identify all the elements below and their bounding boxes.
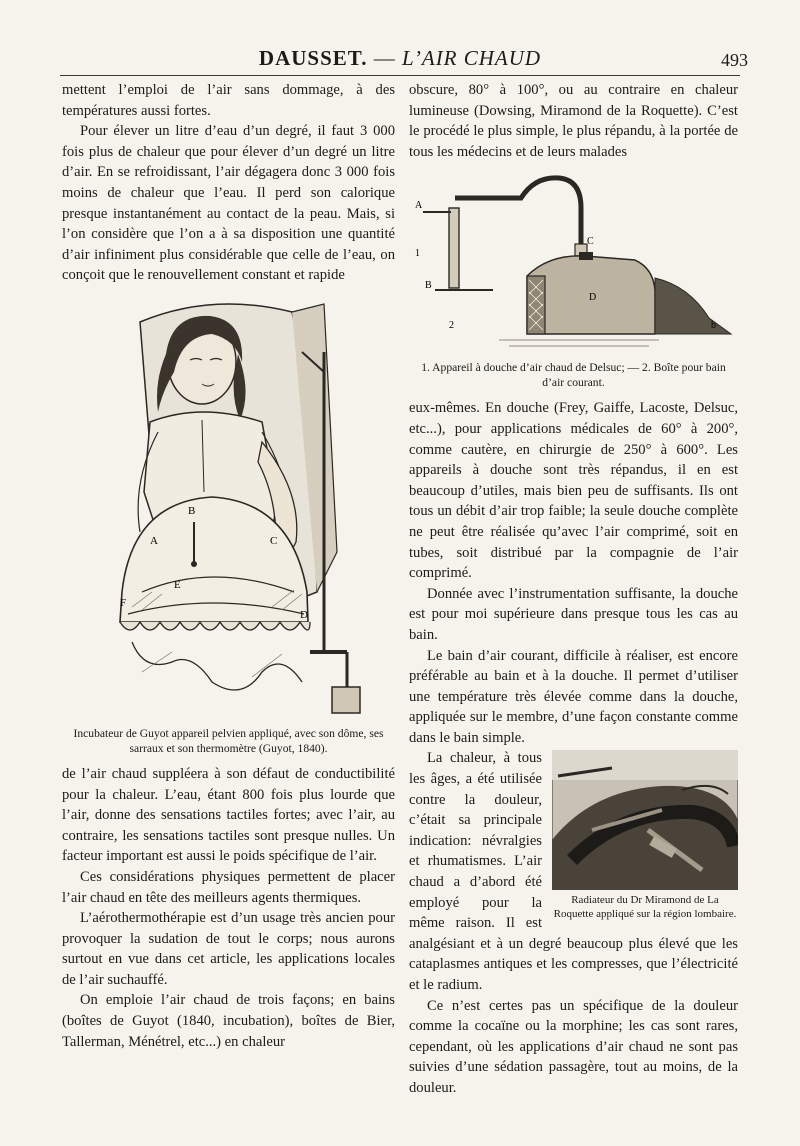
page-number: 493 <box>721 50 748 70</box>
figure-label-a: A <box>150 534 158 547</box>
delsuc-label-2: 2 <box>449 320 454 332</box>
right-paragraph-1: obscure, 80° à 100°, ou au contraire en chaleur lumineuse (Dowsing, Miramond de la Roquette). C’est le procédé le plus simple, le plus répandu, à la portée de tous les médecins et de leurs malades <box>409 82 738 160</box>
header-rule <box>60 75 740 76</box>
delsuc-apparatus-illustration <box>409 168 738 356</box>
left-paragraph-5: L’aérothermothérapie est d’un usage très ancien pour provoquer la sudation de tout le corps; nous aurons surtout en vue dans cet article, les applications locales de l’air suchauffé. <box>62 910 395 988</box>
left-paragraph-1: mettent l’emploi de l’air sans dommage, à des températures aussi fortes. <box>62 82 395 119</box>
left-paragraph-4: Ces considérations physiques permettent de placer l’air chaud en tête des meilleurs agents thermiques. <box>62 868 395 906</box>
delsuc-label-b: B <box>425 280 432 292</box>
delsuc-label-b-small: b <box>711 320 716 332</box>
right-column <box>409 80 738 1099</box>
figure-miramond-radiator <box>552 750 738 921</box>
delsuc-label-c: C <box>587 236 594 248</box>
photo-caption-miramond: Radiateur du Dr Miramond de La Roquette appliqué sur la région lombaire. <box>553 894 737 920</box>
figure-caption-delsuc: 1. Appareil à douche d’air chaud de Delsuc; — 2. Boîte pour bain d’air courant. <box>421 361 726 390</box>
delsuc-label-a: A <box>415 200 423 212</box>
right-paragraph-2: eux-mêmes. En douche (Frey, Gaiffe, Lacoste, Delsuc, etc...), pour applications médicales de 60° à 200°, comme cautère, en chirurgie de 250° à 600°. Les appareils à douche sont très répandus, il en est beaucoup d’utiles, mais bien peu de suffisants. Ils ont tous un débit d’air trop faible; la seule douche complète ne peut être réalisée qu’avec l’air comprimé, soit en tubes, soit distribué par la compagnie de l’air comprimé. <box>409 400 738 582</box>
right-paragraph-3: Donnée avec l’instrumentation suffisante, la douche est pour moi supérieure dans presque tous les cas au bain. <box>409 585 738 643</box>
guyot-incubator-illustration <box>62 292 395 722</box>
delsuc-label-d: D <box>589 292 597 304</box>
left-paragraph-2: Pour élever un litre d’eau d’un degré, il faut 3 000 fois plus de chaleur que pour élever d’un degré un litre d’air. En se refroidissant, l’air dégagera donc 3 000 fois moins de chaleur que l’eau. Il perd son calorique presque instantanément au contact de la peau. Mais, si l’on considère que l’on a à sa disposition une quantité d’air infiniment plus considérable que celle de l’eau, on conçoit que le renouvellement constant et rapide <box>62 123 395 284</box>
figure-label-d: D <box>300 608 308 621</box>
figure-label-e: E <box>174 578 181 591</box>
running-head-title: L’AIR CHAUD <box>401 46 542 70</box>
running-head-dash: — <box>367 46 402 70</box>
figure-label-b: B <box>188 504 196 517</box>
running-head <box>60 46 740 71</box>
figure-delsuc-apparatus <box>409 168 738 390</box>
running-head-author: DAUSSET. <box>258 46 368 70</box>
figure-caption-guyot: Incubateur de Guyot appareil pelvien appliqué, avec son dôme, ses sarraux et son thermomètre (Guyot, 1840). <box>73 726 384 755</box>
page-header <box>60 44 748 72</box>
right-paragraph-6: Ce n’est certes pas un spécifique de la douleur comme la cocaïne ou la morphine; les cas sont rares, cependant, où les applications d’air chaud ne sont pas suivies d’une sédation passagère, tout au moins, de la douleur. <box>409 997 738 1096</box>
figure-guyot-incubator <box>62 292 395 756</box>
right-paragraph-5: La chaleur, à tous les âges, a été utilisée contre la douleur, c’était sa principale indication: névralgies et rhumatismes. L’air chaud a d’abord été employé pour la même raison. Il est analgésiant et à un degré beaucoup plus élevé que les cataplasmes antiques et les compresses, que l’électricité et le radium. <box>409 750 738 993</box>
left-paragraph-6: On emploie l’air chaud de trois façons; en bains (boîtes de Guyot (1840, incubation), boîtes de Bier, Tallerman, Ménétrel, etc...) en chaleur <box>62 992 395 1050</box>
figure-label-c: C <box>270 534 278 547</box>
miramond-radiator-photo <box>552 750 738 890</box>
right-paragraph-5-block <box>409 748 738 995</box>
right-paragraph-4: Le bain d’air courant, difficile à réaliser, est encore préférable au bain et à la douche. Il permet d’utiliser une température très élevée comme dans la douche, appliquée sur le membre, d’une façon constante comme dans le bain simple. <box>409 647 738 746</box>
left-column <box>62 80 395 1052</box>
left-paragraph-3: de l’air chaud suppléera à son défaut de conductibilité pour la chaleur. L’eau, étant 800 fois plus lourde que l’air, donne des sensations tactiles fortes; avec l’air, au contraire, les sensations tactiles sont presque nulles. Un facteur important est aussi le poids spécifique de l’air. <box>62 765 395 865</box>
figure-label-f: F <box>120 596 127 609</box>
delsuc-label-1: 1 <box>415 248 420 260</box>
